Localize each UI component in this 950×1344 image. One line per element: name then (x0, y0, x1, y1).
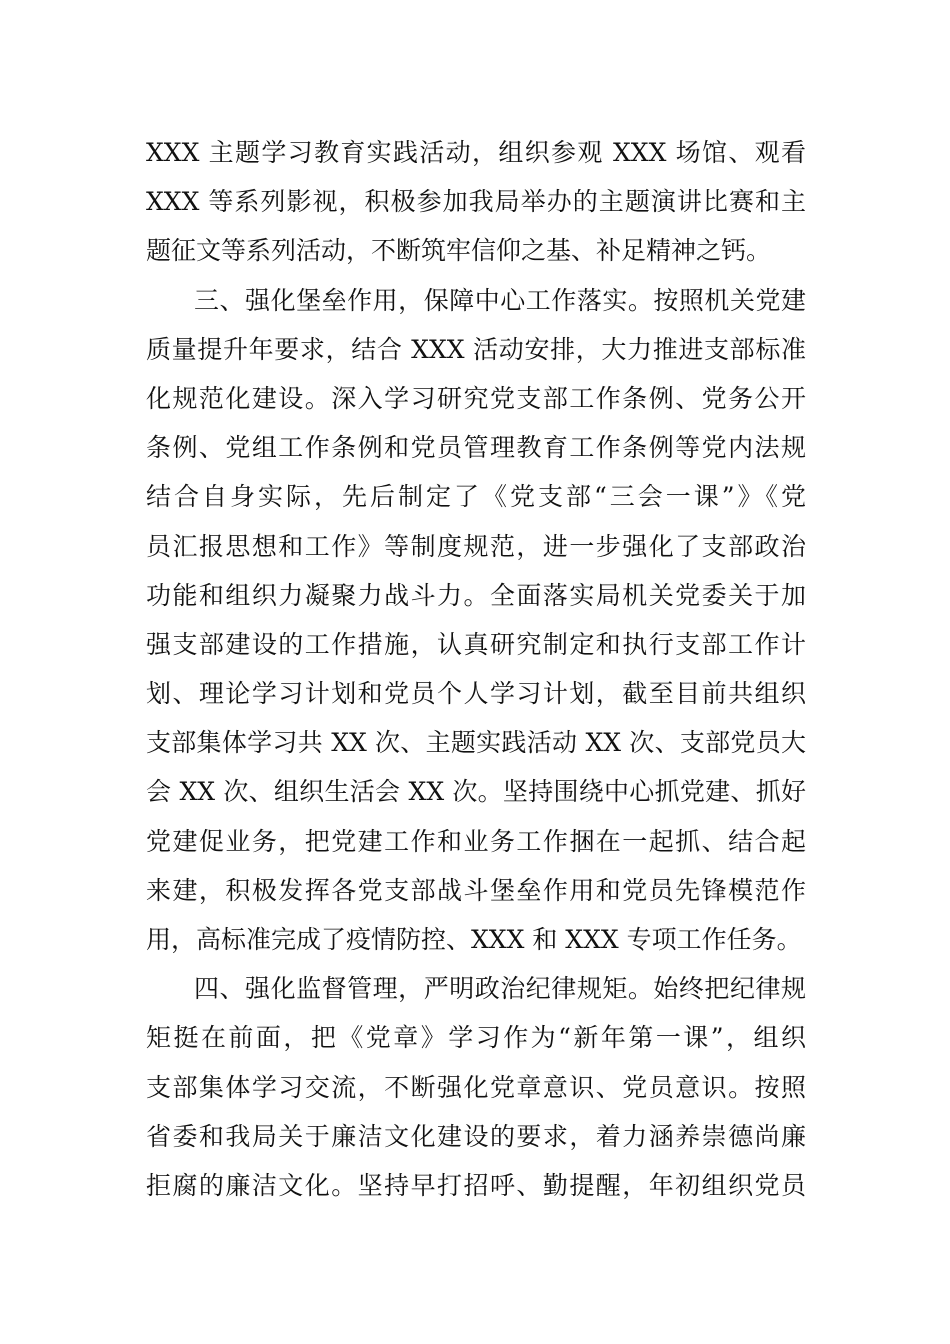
text-line: 员汇报思想和工作》等制度规范，进一步强化了支部政治 (146, 531, 806, 561)
text-line: 条例、党组工作条例和党员管理教育工作条例等党内法规 (146, 433, 806, 463)
text-line: 划、理论学习计划和党员个人学习计划，截至目前共组织 (146, 679, 806, 709)
text-line: 结合自身实际，先后制定了《党支部“三会一课”》《党 (146, 482, 806, 512)
text-line: 质量提升年要求，结合 XXX 活动安排，大力推进支部标准 (146, 334, 806, 364)
section-three-heading-line: 三、强化堡垒作用，保障中心工作落实。按照机关党建 (194, 285, 806, 315)
section-four-heading-line: 四、强化监督管理，严明政治纪律规矩。始终把纪律规 (194, 974, 806, 1004)
text-line: 化规范化建设。深入学习研究党支部工作条例、党务公开 (146, 383, 806, 413)
text-line: XXX 主题学习教育实践活动，组织参观 XXX 场馆、观看 (146, 138, 806, 167)
text-line: 强支部建设的工作措施，认真研究制定和执行支部工作计 (146, 629, 806, 659)
text-line: 功能和组织力凝聚力战斗力。全面落实局机关党委关于加 (146, 580, 806, 610)
document-body (146, 128, 806, 1210)
text-line: 党建促业务，把党建工作和业务工作捆在一起抓、结合起 (146, 826, 806, 856)
text-line: XXX 等系列影视，积极参加我局举办的主题演讲比赛和主 (146, 187, 806, 217)
text-line: 支部集体学习共 XX 次、主题实践活动 XX 次、支部党员大 (146, 728, 806, 758)
text-line: 省委和我局关于廉洁文化建设的要求，着力涵养崇德尚廉 (146, 1121, 806, 1151)
text-line: 矩挺在前面，把《党章》学习作为“新年第一课”，组织 (146, 1023, 806, 1053)
text-line: 会 XX 次、组织生活会 XX 次。坚持围绕中心抓党建、抓好 (146, 777, 806, 807)
text-line: 拒腐的廉洁文化。坚持早打招呼、勤提醒，年初组织党员 (146, 1170, 806, 1200)
text-line: 支部集体学习交流，不断强化党章意识、党员意识。按照 (146, 1072, 806, 1102)
text-line: 题征文等系列活动，不断筑牢信仰之基、补足精神之钙。 (146, 236, 772, 266)
text-line: 用，高标准完成了疫情防控、XXX 和 XXX 专项工作任务。 (146, 925, 802, 954)
text-line: 来建，积极发挥各党支部战斗堡垒作用和党员先锋模范作 (146, 875, 806, 905)
